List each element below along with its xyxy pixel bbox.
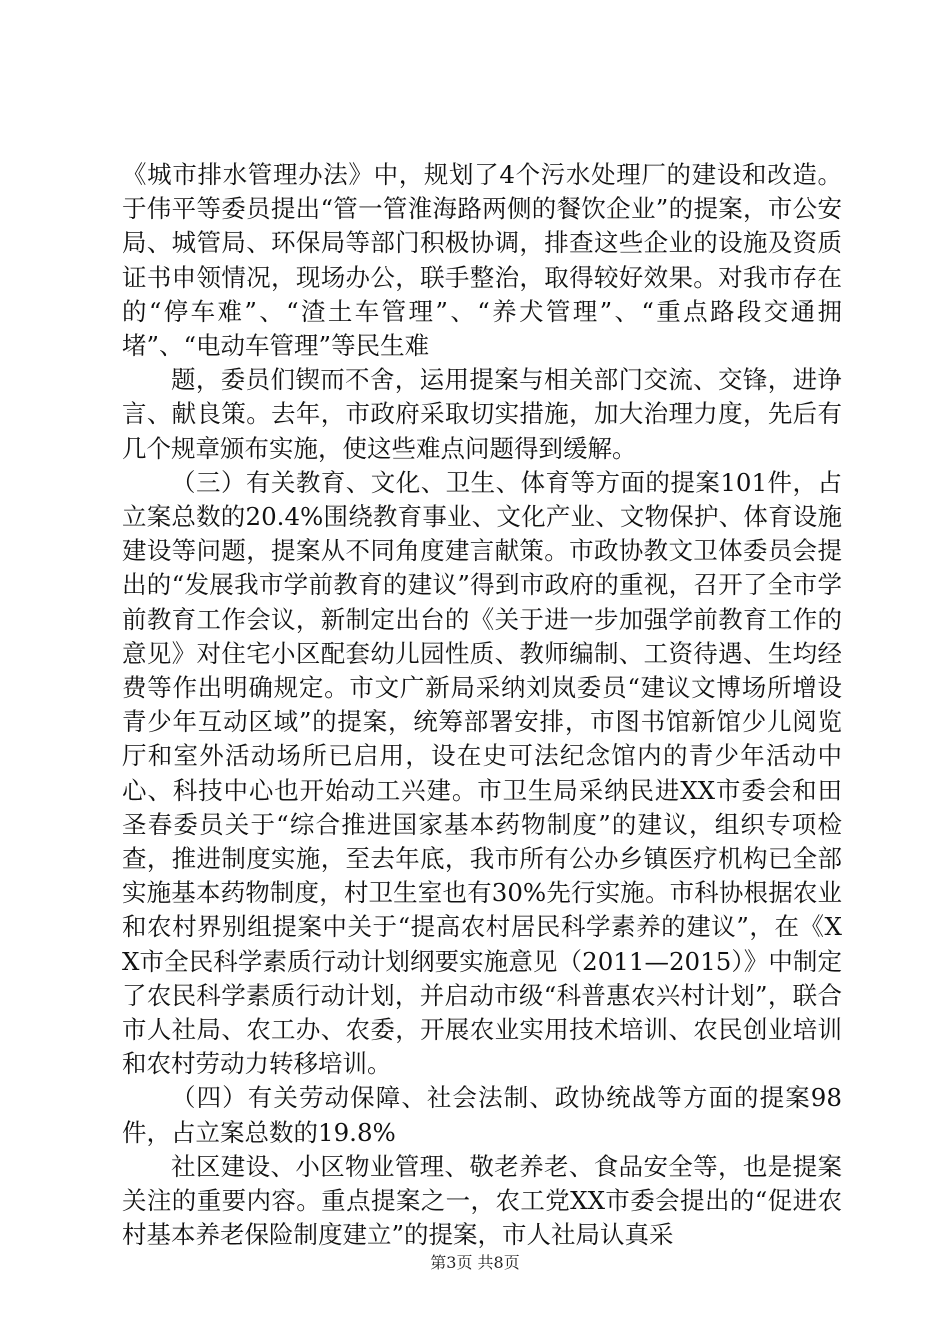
page-footer: 第3页 共8页 xyxy=(430,1253,520,1272)
paragraph-3: （三）有关教育、文化、卫生、体育等方面的提案101件，占立案总数的20.4%围绕教育事业、文化产业、文物保护、体育设施建设等问题，提案从不同角度建言献策。市政协教文卫体委员会提出的“发展我市学前教育的建议”得到市政府的重视，召开了全市学前教育工作会议，新制定出台的《关于进一步加强学前教育工作的意见》对住宅小区配套幼儿园性质、教师编制、工资待遇、生均经费等作出明确规定。市文广新局采纳刘岚委员“建议文博场所增设青少年互动区域”的提案，统筹部署安排，市图书馆新馆少儿阅览厅和室外活动场所已启用，设在史可法纪念馆内的青少年活动中心、科技中心也开始动工兴建。市卫生局采纳民进XX市委会和田圣春委员关于“综合推进国家基本药物制度”的建议，组织专项检查，推进制度实施，至去年底，我市所有公办乡镇医疗机构已全部实施基本药物制度，村卫生室也有30%先行实施。市科协根据农业和农村界别组提案中关于“提高农村居民科学素养的建议”，在《XX市全民科学素质行动计划纲要实施意见（2011—2015）》中制定了农民科学素质行动计划，并启动市级“科普惠农兴村计划”，联合市人社局、农工办、农委，开展农业实用技术培训、农民创业培训和农村劳动力转移培训。 xyxy=(122,467,842,1079)
paragraph-1: 《城市排水管理办法》中，规划了4个污水处理厂的建设和改造。于伟平等委员提出“管一管淮海路两侧的餐饮企业”的提案，市公安局、城管局、环保局等部门积极协调，排查这些企业的设施及资质证书申领情况，现场办公，联手整治，取得较好效果。对我市存在的“停车难”、“渣土车管理”、“养犬管理”、“重点路段交通拥堵”、“电动车管理”等民生难 xyxy=(122,160,842,361)
document-body xyxy=(122,158,842,1253)
paragraph-2: 题，委员们锲而不舍，运用提案与相关部门交流、交锋，进诤言、献良策。去年，市政府采取切实措施，加大治理力度，先后有几个规章颁布实施，使这些难点问题得到缓解。 xyxy=(122,365,842,463)
paragraph-4: （四）有关劳动保障、社会法制、政协统战等方面的提案98件，占立案总数的19.8% xyxy=(122,1083,842,1147)
paragraph-5: 社区建设、小区物业管理、敬老养老、食品安全等，也是提案关注的重要内容。重点提案之一，农工党XX市委会提出的“促进农村基本养老保险制度建立”的提案，市人社局认真采 xyxy=(122,1151,842,1250)
